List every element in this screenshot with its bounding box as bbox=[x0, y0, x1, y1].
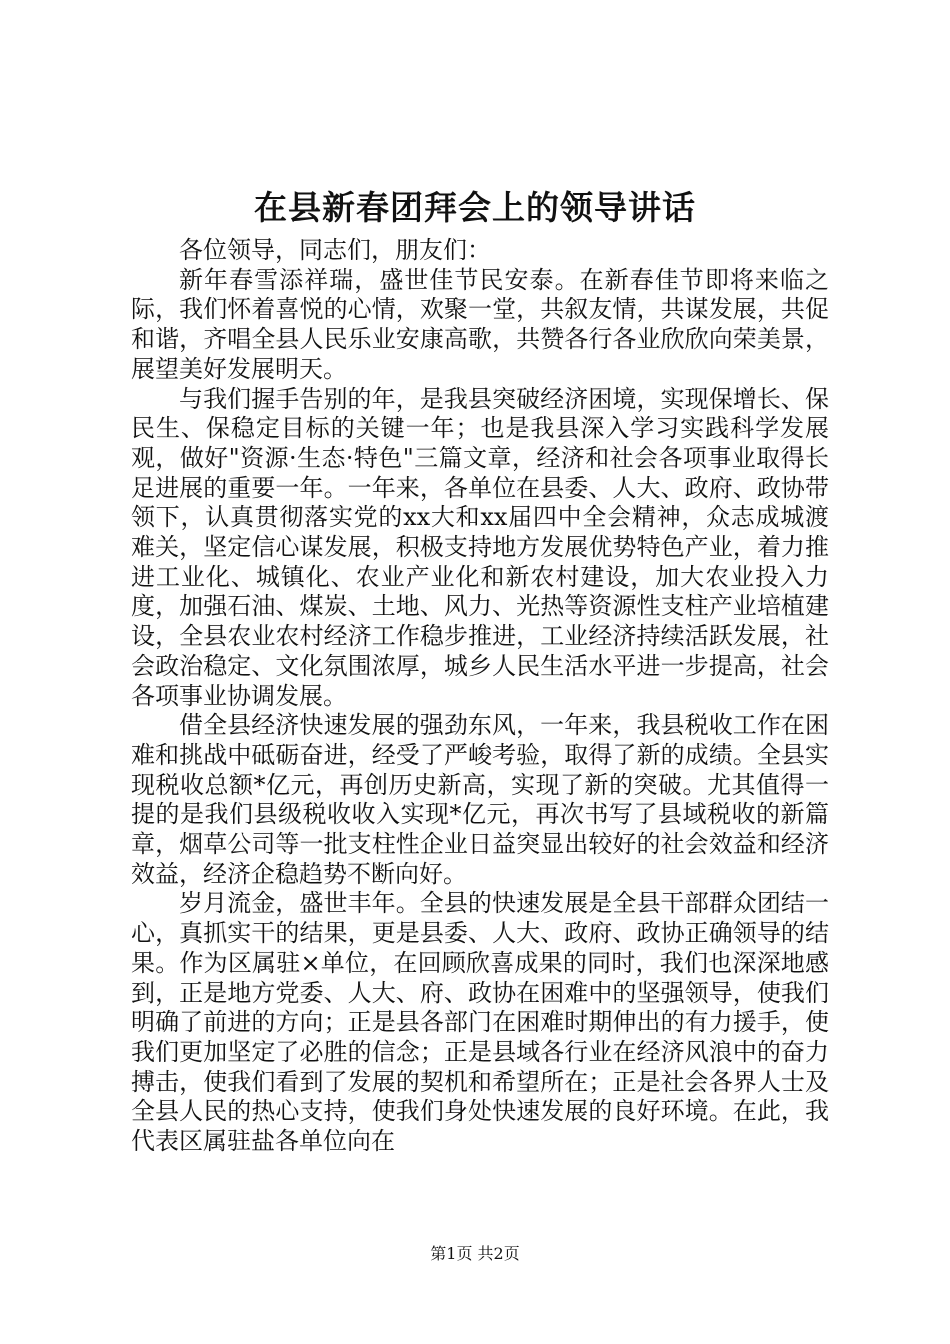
body-paragraph: 借全县经济快速发展的强劲东风，一年来，我县税收工作在困难和挑战中砥砺奋进，经受了严峻考验，取得了新的成绩。全县实现税收总额*亿元，再创历史新高，实现了新的突破。尤其值得一提的是我们县级税收收入实现*亿元，再次书写了县域税收的新篇章，烟草公司等一批支柱性企业日益突显出较好的社会效益和经济效益，经济企稳趋势不断向好。 bbox=[131, 711, 829, 888]
page-number-footer: 第1页 共2页 bbox=[430, 1244, 520, 1263]
body-paragraph: 岁月流金，盛世丰年。全县的快速发展是全县干部群众团结一心，真抓实干的结果，更是县委、人大、政府、政协正确领导的结果。作为区属驻×单位，在回顾欣喜成果的同时，我们也深深地感到，正是地方党委、人大、府、政协在困难中的坚强领导，使我们明确了前进的方向；正是县各部门在困难时期伸出的有力援手，使我们更加坚定了必胜的信念；正是县域各行业在经济风浪中的奋力搏击，使我们看到了发展的契机和希望所在；正是社会各界人士及全县人民的热心支持，使我们身处快速发展的良好环境。在此，我代表区属驻盐各单位向在 bbox=[131, 889, 829, 1156]
document-title: 在县新春团拜会上的领导讲话 bbox=[254, 188, 696, 227]
document-body bbox=[131, 236, 829, 1157]
body-paragraph: 与我们握手告别的年，是我县突破经济困境，实现保增长、保民生、保稳定目标的关键一年；也是我县深入学习实践科学发展观，做好"资源·生态·特色"三篇文章，经济和社会各项事业取得长足进展的重要一年。一年来，各单位在县委、人大、政府、政协带领下，认真贯彻落实党的xx大和xx届四中全会精神，众志成城渡难关，坚定信心谋发展，积极支持地方发展优势特色产业，着力推进工业化、城镇化、农业产业化和新农村建设，加大农业投入力度，加强石油、煤炭、土地、风力、光热等资源性支柱产业培植建设，全县农业农村经济工作稳步推进，工业经济持续活跃发展，社会政治稳定、文化氛围浓厚，城乡人民生活水平进一步提高，社会各项事业协调发展。 bbox=[131, 384, 829, 710]
salutation-paragraph: 各位领导，同志们，朋友们： bbox=[179, 236, 491, 264]
body-paragraph: 新年春雪添祥瑞，盛世佳节民安泰。在新春佳节即将来临之际，我们怀着喜悦的心情，欢聚一堂，共叙友情，共谋发展，共促和谐，齐唱全县人民乐业安康高歌，共赞各行各业欣欣向荣美景，展望美好发展明天。 bbox=[131, 265, 829, 383]
